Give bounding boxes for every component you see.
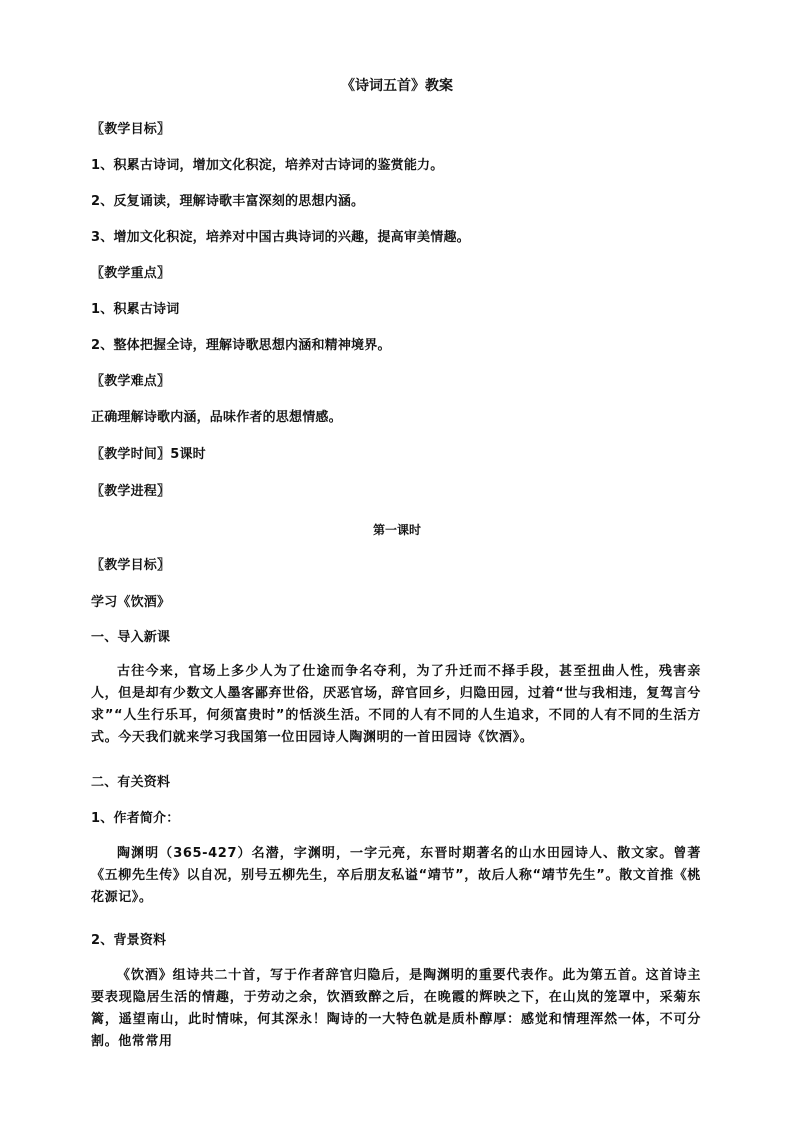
- section-materials-heading: 二、有关资料: [91, 775, 171, 790]
- background-paragraph: 《饮酒》组诗共二十首，写于作者辞官归隐后，是陶渊明的重要代表作。此为第五首。这首诗主要表现隐居生活的情趣，于劳动之余，饮酒致醉之后，在晚霞的辉映之下，在山岚的笼罩中，采菊东篱，遥望南山，此时情味，何其深永！陶诗的一大特色就是质朴醇厚：感觉和情理浑然一体，不可分割。他常常用: [91, 968, 701, 1049]
- section-intro-heading: 一、导入新课: [91, 630, 171, 645]
- heading-lesson-goals: 〖教学目标〗: [91, 558, 171, 573]
- difficulty-text: 正确理解诗歌内涵，品味作者的思想情感。: [91, 410, 342, 425]
- goal-item-3: 3、增加文化积淀，培养对中国古典诗词的兴趣，提高审美情趣。: [91, 230, 470, 245]
- author-intro-heading: 1、作者简介：: [91, 811, 180, 826]
- study-line: 学习《饮酒》: [91, 595, 171, 610]
- heading-teaching-key: 〖教学重点〗: [91, 266, 171, 281]
- author-paragraph: 陶渊明（365-427）名潜，字渊明，一字元亮，东晋时期著名的山水田园诗人、散文家。曾著《五柳先生传》以自况，别号五柳先生，卒后朋友私谥“靖节”，故后人称“靖节先生”。散文首推《桃花源记》。: [91, 846, 701, 905]
- goal-item-2: 2、反复诵读，理解诗歌丰富深刻的思想内涵。: [91, 194, 365, 209]
- goal-item-1: 1、积累古诗词，增加文化积淀，培养对古诗词的鉴赏能力。: [91, 158, 444, 173]
- key-item-2: 2、整体把握全诗，理解诗歌思想内涵和精神境界。: [91, 338, 391, 353]
- heading-teaching-goals: 〖教学目标〗: [91, 122, 171, 137]
- lesson-title: 第一课时: [372, 523, 421, 537]
- background-heading: 2、背景资料: [91, 933, 167, 948]
- intro-paragraph: 古往今来，官场上多少人为了仕途而争名夺利，为了升迁而不择手段，甚至扭曲人性，残害亲人，但是却有少数文人墨客鄙弃世俗，厌恶官场，辞官回乡，归隐田园，过着“世与我相违，复驾言兮求”“人生行乐耳，何须富贵时”的恬淡生活。不同的人有不同的人生追求，不同的人有不同的生活方式。今天我们就来学习我国第一位田园诗人陶渊明的一首田园诗《饮酒》。: [91, 664, 701, 745]
- key-item-1: 1、积累古诗词: [91, 302, 180, 317]
- teaching-time: 〖教学时间〗5课时: [91, 447, 206, 462]
- heading-teaching-difficulty: 〖教学难点〗: [91, 374, 171, 389]
- document-title: 《诗词五首》教案: [341, 78, 453, 94]
- heading-teaching-process: 〖教学进程〗: [91, 484, 171, 499]
